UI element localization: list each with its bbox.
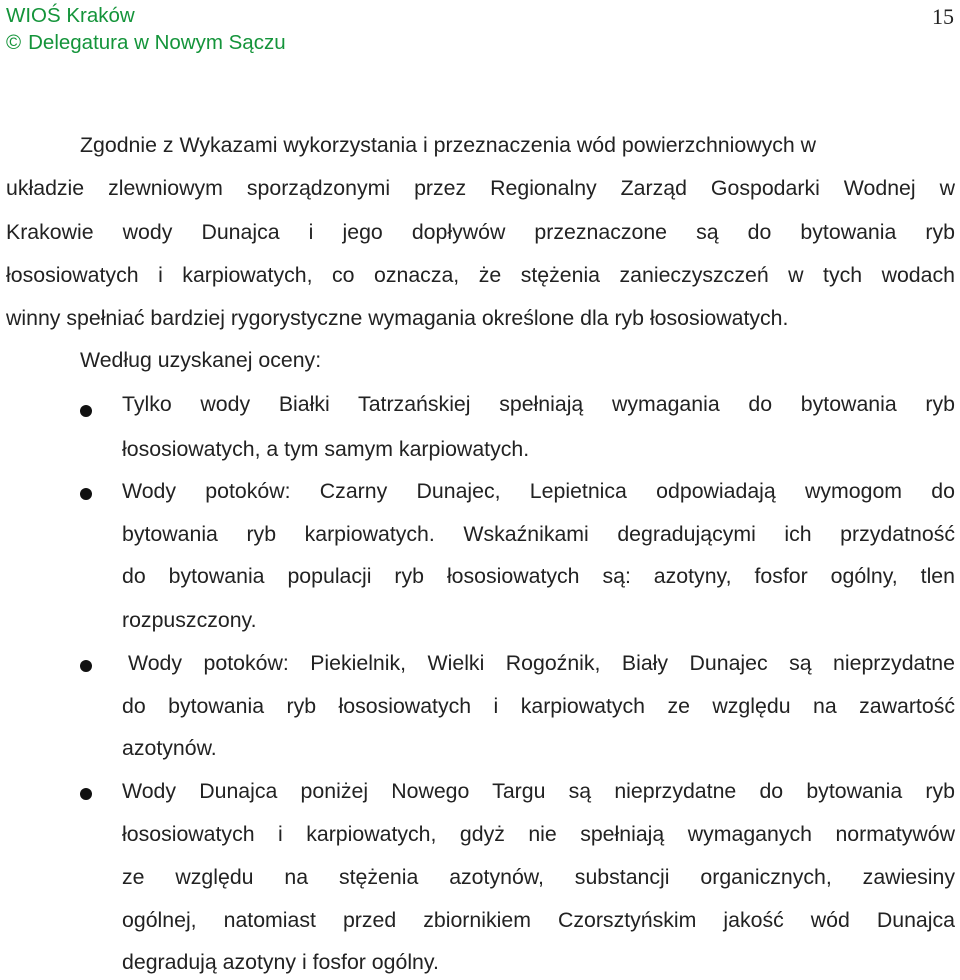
paragraph-line: łososiowatych i karpiowatych, co oznacza, że stężenia zanieczyszczeń w tych wodach: [6, 263, 955, 287]
header-department: Delegatura w Nowym Sączu: [28, 31, 286, 54]
bullet-icon: [80, 660, 92, 672]
bullet-line: Wody Dunajca poniżej Nowego Targu są nieprzydatne do bytowania ryb: [122, 779, 955, 803]
copyright-icon: ©: [6, 31, 22, 54]
bullet-line: degradują azotyny i fosfor ogólny.: [122, 950, 439, 974]
bullet-line: do bytowania ryb łososiowatych i karpiowatych ze względu na zawartość: [122, 694, 955, 718]
bullet-line: ogólnej, natomiast przed zbiornikiem Czorsztyńskim jakość wód Dunajca: [122, 908, 955, 932]
page-header: [6, 2, 286, 56]
bullet-icon: [80, 788, 92, 800]
bullet-line: rozpuszczony.: [122, 608, 257, 632]
bullet-line: łososiowatych i karpiowatych, gdyż nie spełniają wymaganych normatywów: [122, 822, 955, 846]
bullet-line: Wody potoków: Piekielnik, Wielki Rogoźnik, Biały Dunajec są nieprzydatne: [128, 651, 955, 675]
bullet-icon: [80, 405, 92, 417]
bullet-line: do bytowania populacji ryb łososiowatych są: azotyny, fosfor ogólny, tlen: [122, 564, 955, 588]
paragraph-line: winny spełniać bardziej rygorystyczne wymagania określone dla ryb łososiowatych.: [6, 306, 789, 330]
bullet-line: Wody potoków: Czarny Dunajec, Lepietnica odpowiadają wymogom do: [122, 479, 955, 503]
bullet-line: bytowania ryb karpiowatych. Wskaźnikami degradującymi ich przydatność: [122, 522, 955, 546]
paragraph-line: Krakowie wody Dunajca i jego dopływów przeznaczone są do bytowania ryb: [6, 220, 955, 244]
header-organization: WIOŚ Kraków: [6, 4, 135, 27]
page-number: 15: [932, 4, 954, 29]
bullet-line: ze względu na stężenia azotynów, substancji organicznych, zawiesiny: [122, 865, 955, 889]
paragraph-line: Zgodnie z Wykazami wykorzystania i przeznaczenia wód powierzchniowych w: [80, 133, 817, 157]
bullet-line: Tylko wody Białki Tatrzańskiej spełniają wymagania do bytowania ryb: [122, 392, 955, 416]
assessment-intro: Według uzyskanej oceny:: [80, 348, 322, 372]
paragraph-line: układzie zlewniowym sporządzonymi przez Regionalny Zarząd Gospodarki Wodnej w: [6, 176, 955, 200]
bullet-line: łososiowatych, a tym samym karpiowatych.: [122, 437, 530, 461]
bullet-line: azotynów.: [122, 736, 217, 760]
header-department-row: [6, 29, 286, 56]
bullet-icon: [80, 488, 92, 500]
